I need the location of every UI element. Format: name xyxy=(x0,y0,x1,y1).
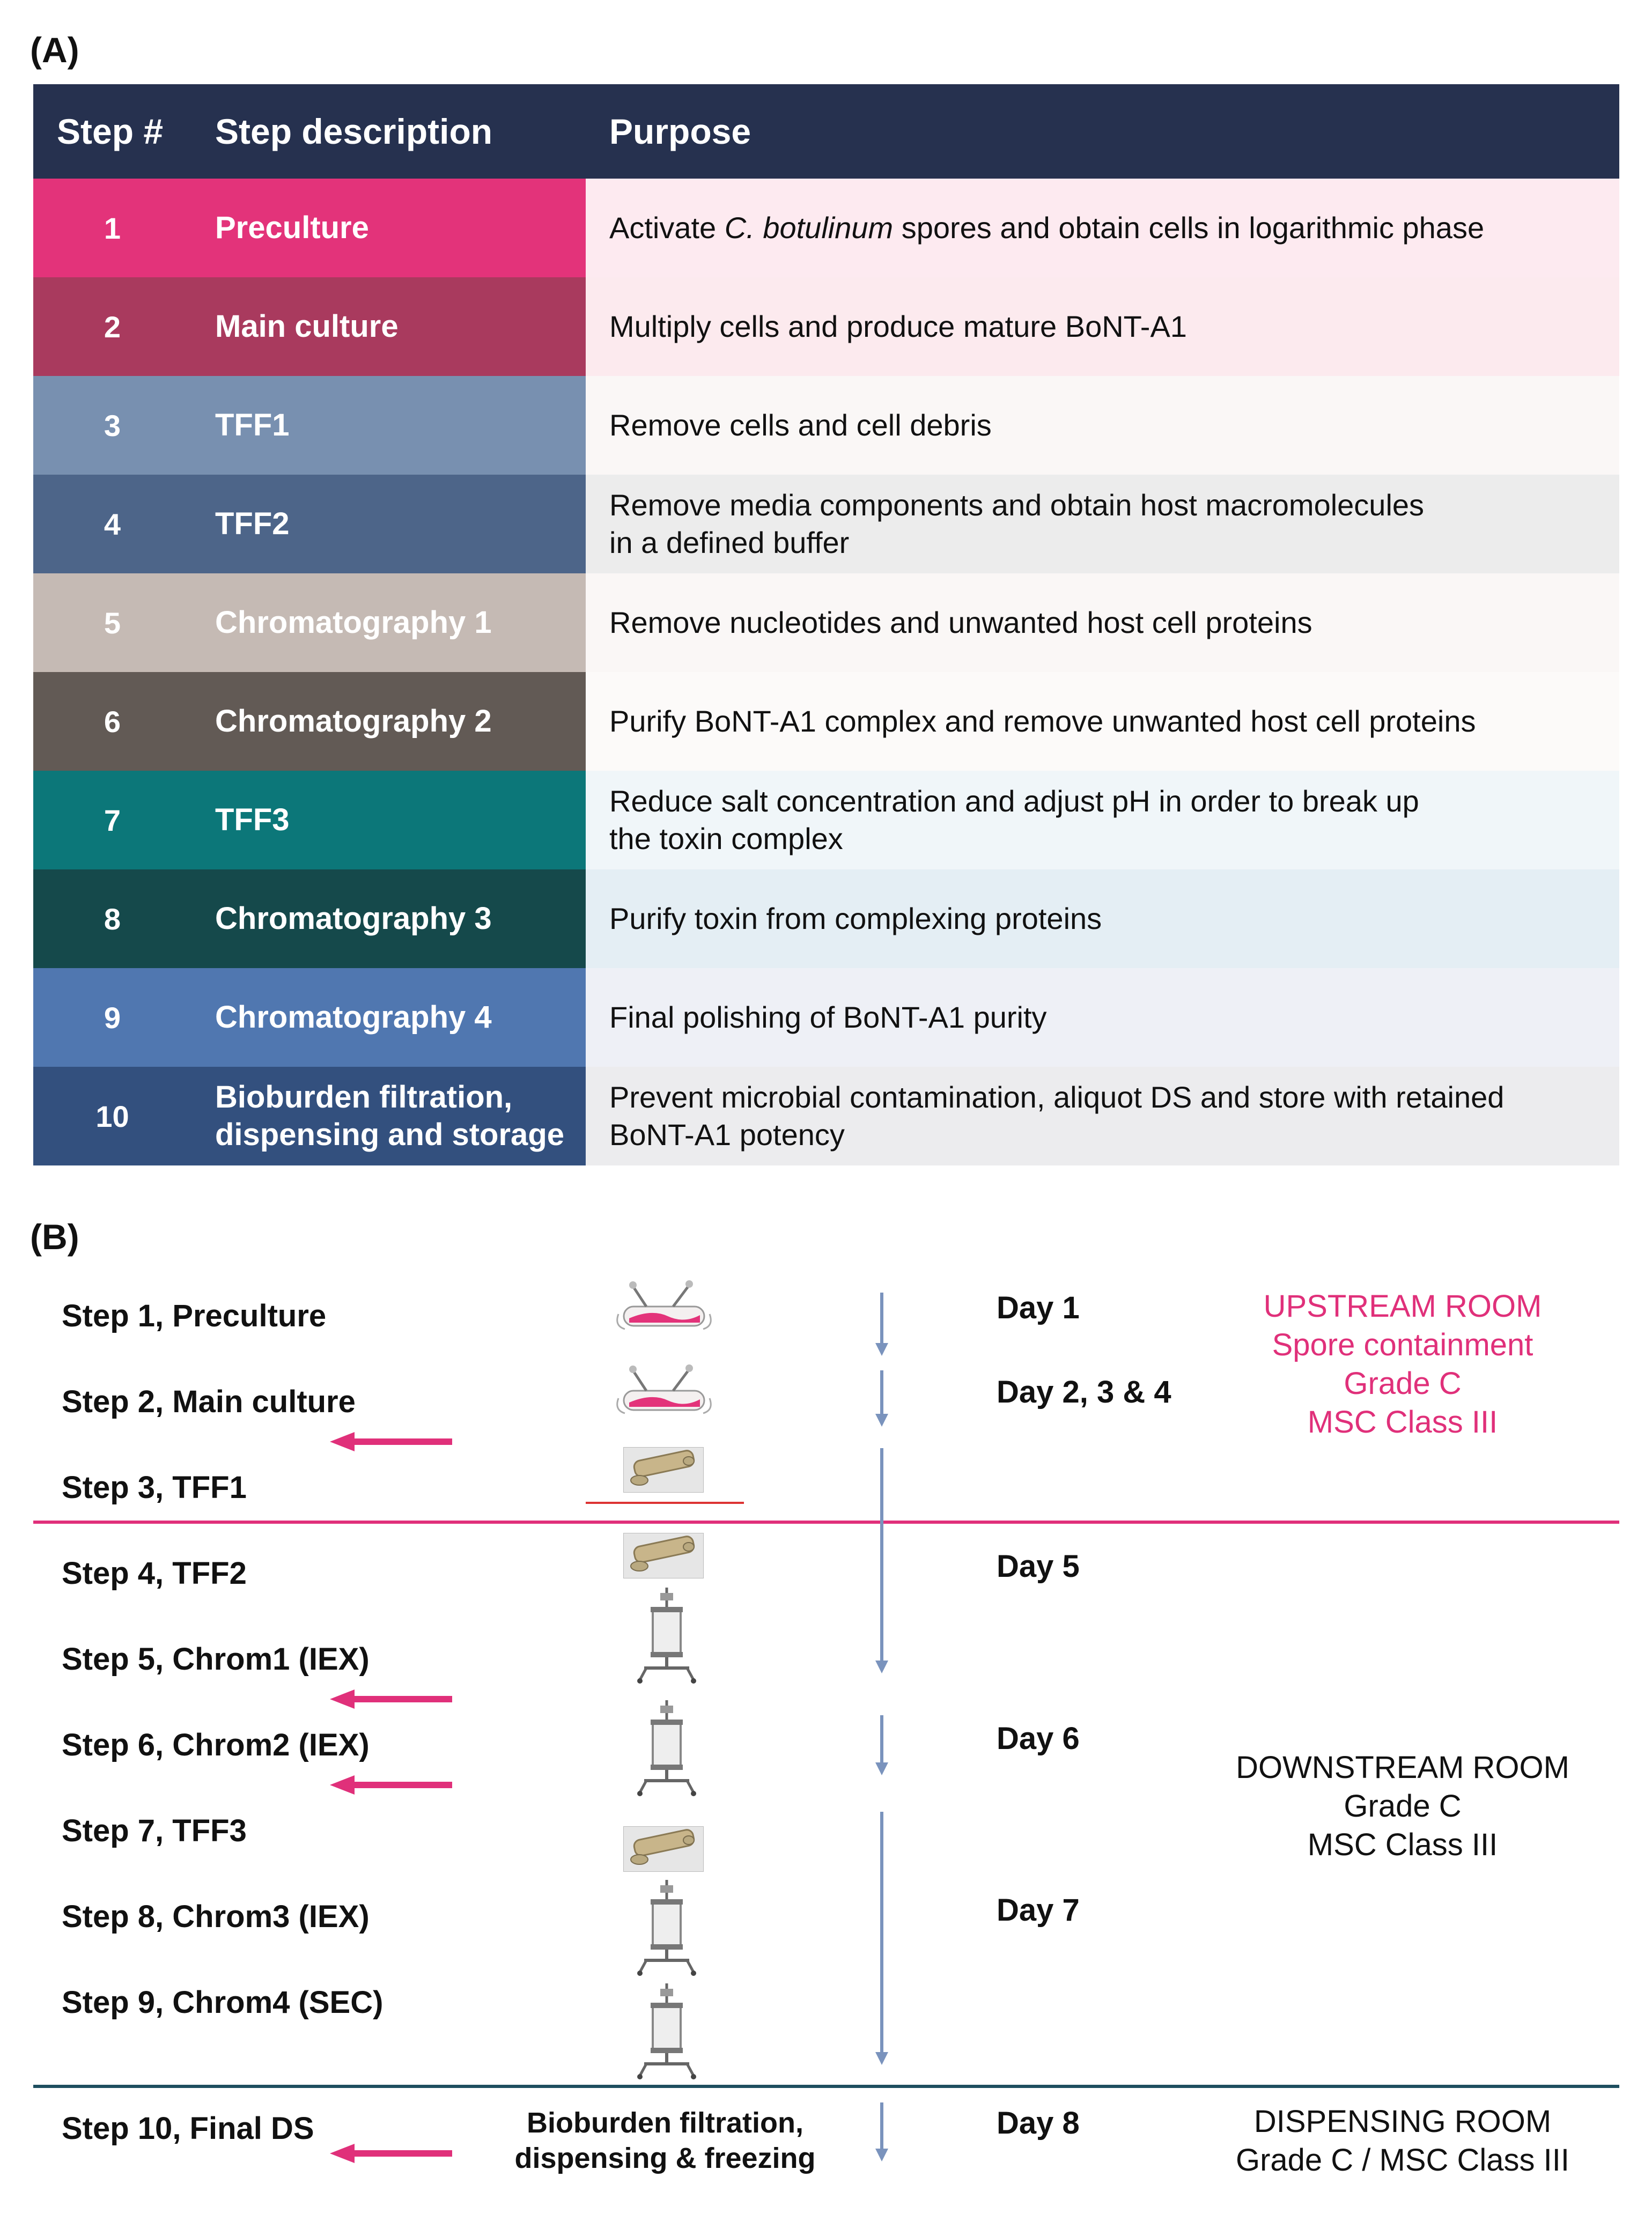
day-label: Day 5 xyxy=(997,1549,1080,1584)
table-row xyxy=(33,672,1619,771)
step-number: 1 xyxy=(104,211,121,245)
timeline-step-label: Step 1, Preculture xyxy=(62,1298,327,1333)
step-description: Chromatography 4 xyxy=(215,1000,492,1035)
tff-cartridge-icon xyxy=(623,1826,704,1872)
panel-b-label: (B) xyxy=(30,1217,79,1257)
purpose-text: Remove media components and obtain host macromolecules in a defined buffer xyxy=(609,488,1425,559)
upstream-downstream-divider xyxy=(33,1521,1619,1524)
downstream-dispensing-divider xyxy=(33,2085,1619,2088)
upstream-room-label: UPSTREAM ROOM Spore containment Grade C MSC Class III xyxy=(1263,1289,1542,1440)
timeline-down-arrow-icon xyxy=(871,1715,893,1775)
downstream-room-label: DOWNSTREAM ROOM Grade C MSC Class III xyxy=(1236,1750,1569,1862)
process-steps-table xyxy=(33,84,1619,1165)
purpose-text: Prevent microbial contamination, aliquot DS and store with retained BoNT-A1 potency xyxy=(609,1080,1504,1152)
day-label: Day 7 xyxy=(997,1893,1080,1928)
timeline-step-label: Step 7, TFF3 xyxy=(62,1813,247,1848)
timeline-down-arrow-icon xyxy=(871,1812,893,2065)
step-purpose xyxy=(586,475,1619,573)
step-color-cell xyxy=(33,475,586,573)
step-number: 3 xyxy=(104,408,121,442)
step-color-cell xyxy=(33,1067,586,1165)
step-description: Main culture xyxy=(215,309,399,344)
step-number: 10 xyxy=(95,1099,129,1133)
timeline-down-arrow-icon xyxy=(871,2102,893,2161)
purpose-text: Remove nucleotides and unwanted host cell proteins xyxy=(609,606,1312,639)
sampling-arrow-icon xyxy=(330,1774,453,1796)
step-purpose xyxy=(586,869,1619,968)
dispensing-room-label: DISPENSING ROOM Grade C / MSC Class III xyxy=(1235,2104,1570,2178)
timeline-step-label: Step 3, TFF1 xyxy=(62,1470,247,1505)
final-step-caption: Bioburden filtration, dispensing & freezing xyxy=(514,2107,816,2174)
timeline-step-label: Step 5, Chrom1 (IEX) xyxy=(62,1642,370,1677)
purpose-text: Reduce salt concentration and adjust pH in order to break up the toxin complex xyxy=(609,784,1419,855)
step-description: TFF1 xyxy=(215,408,290,442)
bioreactor-icon xyxy=(614,1275,716,1334)
step-color-cell xyxy=(33,179,586,277)
table-row xyxy=(33,179,1619,277)
purpose-text: Remove cells and cell debris xyxy=(609,408,992,442)
table-row xyxy=(33,869,1619,968)
purpose-text: Multiply cells and produce mature BoNT-A1 xyxy=(609,309,1187,343)
table-row xyxy=(33,771,1619,869)
day-label: Day 8 xyxy=(997,2106,1080,2141)
tff-cartridge-icon xyxy=(623,1447,704,1493)
step-color-cell xyxy=(33,672,586,771)
timeline-down-arrow-icon xyxy=(871,1370,893,1427)
step-color-cell xyxy=(33,376,586,475)
step-number: 5 xyxy=(104,606,121,640)
step-purpose xyxy=(586,573,1619,672)
step-color-cell xyxy=(33,573,586,672)
chromatography-column-icon xyxy=(635,1588,699,1684)
sampling-arrow-icon xyxy=(330,1688,453,1710)
table-row xyxy=(33,1067,1619,1165)
purpose-text: Purify toxin from complexing proteins xyxy=(609,902,1102,935)
day-label: Day 6 xyxy=(997,1721,1080,1756)
step-purpose xyxy=(586,1067,1619,1165)
table-row xyxy=(33,277,1619,376)
purpose-text: Purify BoNT-A1 complex and remove unwanted host cell proteins xyxy=(609,704,1476,738)
header-purpose: Purpose xyxy=(609,112,751,151)
tff-cartridge-icon xyxy=(623,1533,704,1578)
purpose-text-part: Activate xyxy=(609,211,725,245)
timeline-step-label: Step 6, Chrom2 (IEX) xyxy=(62,1728,370,1762)
step-description: Chromatography 2 xyxy=(215,704,492,739)
step-number: 8 xyxy=(104,902,121,936)
header-step-number: Step # xyxy=(57,112,164,151)
step-color-cell xyxy=(33,277,586,376)
timeline-step-label: Step 10, Final DS xyxy=(62,2111,314,2146)
organism-name-italic: C. botulinum xyxy=(724,211,894,245)
step-purpose xyxy=(586,277,1619,376)
step-number: 7 xyxy=(104,803,121,837)
header-step-description: Step description xyxy=(215,112,493,151)
tff1-underline xyxy=(586,1502,744,1504)
day-label: Day 2, 3 & 4 xyxy=(997,1375,1171,1410)
step-description: Chromatography 1 xyxy=(215,605,492,640)
timeline-step-label: Step 8, Chrom3 (IEX) xyxy=(62,1899,370,1934)
timeline-step-label: Step 2, Main culture xyxy=(62,1384,356,1419)
step-description: Bioburden filtration, dispensing and storage xyxy=(215,1080,564,1152)
step-purpose xyxy=(586,376,1619,475)
timeline-step-label: Step 4, TFF2 xyxy=(62,1556,247,1591)
step-purpose xyxy=(586,672,1619,771)
table-row xyxy=(33,475,1619,573)
sampling-arrow-icon xyxy=(330,1431,453,1452)
step-purpose xyxy=(586,771,1619,869)
step-purpose xyxy=(586,179,1619,277)
table-header xyxy=(33,84,1619,179)
step-number: 4 xyxy=(104,507,121,541)
timeline-line xyxy=(880,1448,883,1529)
purpose-text: Final polishing of BoNT-A1 purity xyxy=(609,1000,1047,1034)
step-description: Preculture xyxy=(215,210,369,245)
step-color-cell xyxy=(33,968,586,1067)
panel-a-label: (A) xyxy=(30,30,79,70)
step-number: 6 xyxy=(104,704,121,739)
table-body xyxy=(33,179,1619,1165)
timeline-step-label: Step 9, Chrom4 (SEC) xyxy=(62,1985,384,2020)
step-purpose xyxy=(586,968,1619,1067)
day-label: Day 1 xyxy=(997,1290,1080,1325)
table-row xyxy=(33,573,1619,672)
step-description: TFF2 xyxy=(215,506,290,541)
step-description: Chromatography 3 xyxy=(215,901,492,936)
purpose-text-part: spores and obtain cells in logarithmic phase xyxy=(893,211,1485,245)
chromatography-column-icon xyxy=(635,1983,699,2080)
step-color-cell xyxy=(33,869,586,968)
chromatography-column-icon xyxy=(635,1700,699,1797)
timeline-down-arrow-icon xyxy=(871,1293,893,1356)
step-color-cell xyxy=(33,771,586,869)
table-row xyxy=(33,376,1619,475)
step-number: 2 xyxy=(104,309,121,344)
step-description: TFF3 xyxy=(215,802,290,837)
chromatography-column-icon xyxy=(635,1880,699,1976)
sampling-arrow-icon xyxy=(330,2143,453,2164)
step-number: 9 xyxy=(104,1000,121,1035)
table-row xyxy=(33,968,1619,1067)
bioreactor-icon xyxy=(614,1360,716,1419)
